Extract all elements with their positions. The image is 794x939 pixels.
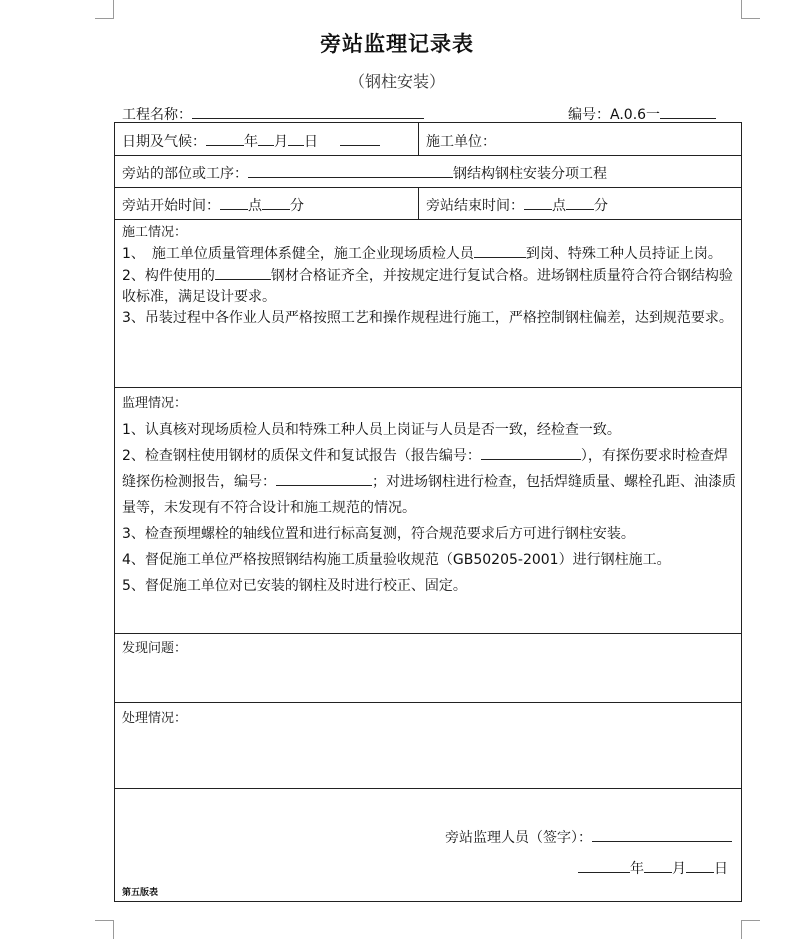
hour-label: 点	[552, 198, 566, 214]
project-name-field	[122, 104, 424, 124]
start-time-label: 旁站开始时间：	[122, 198, 220, 214]
number-label: 编号：A.0.6一	[568, 107, 661, 123]
flaw-report-number-blank[interactable]	[276, 471, 372, 486]
part-process-value: 钢结构钢柱安装分项工程	[453, 166, 607, 182]
construction-label: 施工情况：	[122, 225, 188, 240]
crop-mark-top-right	[741, 0, 760, 19]
start-minute-blank[interactable]	[262, 195, 290, 210]
row-divider	[115, 633, 741, 634]
sign-month-label: 月	[672, 861, 686, 877]
row-divider	[115, 788, 741, 789]
end-minute-blank[interactable]	[566, 195, 594, 210]
sign-year-label: 年	[630, 861, 644, 877]
start-hour-blank[interactable]	[220, 195, 248, 210]
document-subtitle: （钢柱安装）	[348, 72, 445, 91]
start-time-field	[122, 195, 304, 215]
construction-item-2-text-end: 钢材合格证齐全，并按规定进行复试合格。进场钢柱质量符合符合钢结构验收标准，满足设计要求。	[122, 268, 733, 305]
sign-day-label: 日	[714, 861, 728, 877]
row-divider	[115, 702, 741, 703]
row-divider	[115, 219, 741, 220]
project-name-label: 工程名称：	[122, 107, 192, 123]
date-weather-field	[122, 131, 380, 151]
date-weather-label: 日期及气候：	[122, 134, 206, 150]
supervision-item-2	[122, 443, 736, 521]
construction-item-2	[122, 265, 736, 308]
supervision-section	[122, 391, 736, 599]
supervision-item-2-text: 2、检查钢柱使用钢材的质保文件和复试报告（报告编号：	[122, 448, 481, 464]
sign-month-blank[interactable]	[644, 858, 672, 873]
day-label: 日	[304, 134, 318, 150]
crop-mark-bottom-left	[95, 920, 114, 939]
signature-field	[445, 827, 732, 847]
supervision-label: 监理情况：	[122, 396, 188, 411]
year-label: 年	[244, 134, 258, 150]
inspector-blank[interactable]	[474, 243, 526, 258]
construction-item-1-text-end: 到岗、特殊工种人员持证上岗。	[525, 246, 722, 262]
weather-blank[interactable]	[340, 131, 380, 146]
project-name-blank[interactable]	[192, 104, 424, 119]
end-time-field	[426, 195, 608, 215]
record-form	[114, 122, 742, 902]
column-divider	[418, 123, 419, 155]
row-divider	[115, 387, 741, 388]
supervision-item-5: 5、督促施工单位对已安装的钢柱及时进行校正、固定。	[122, 578, 467, 594]
crop-mark-top-left	[95, 0, 114, 19]
construction-item-1-text: 1、 施工单位质量管理体系健全，施工企业现场质检人员	[122, 246, 474, 262]
supervision-item-2-text-mid: ），有探伤要求时检查焊缝探伤检测报告，编号：	[122, 448, 728, 490]
part-process-field	[122, 163, 607, 183]
part-process-blank[interactable]	[248, 163, 453, 178]
handling-label: 处理情况：	[122, 711, 188, 726]
month-label: 月	[274, 134, 288, 150]
column-divider	[418, 187, 419, 219]
number-field	[568, 104, 716, 124]
construction-item-2-text: 2、构件使用的	[122, 268, 215, 284]
sign-day-blank[interactable]	[686, 858, 714, 873]
steel-blank[interactable]	[215, 265, 271, 280]
supervision-item-1: 1、认真核对现场质检人员和特殊工种人员上岗证与人员是否一致，经检查一致。	[122, 422, 621, 438]
problems-label: 发现问题：	[122, 641, 188, 656]
signature-date-field	[578, 858, 728, 878]
supervision-item-3: 3、检查预埋螺栓的轴线位置和进行标高复测，符合规范要求后方可进行钢柱安装。	[122, 526, 635, 542]
signature-label: 旁站监理人员（签字）：	[445, 830, 592, 846]
row-divider	[115, 155, 741, 156]
supervision-item-2-text-end: ；对进场钢柱进行检查，包括焊缝质量、螺栓孔距、油漆质量等，未发现有不符合设计和施工规范的情况。	[122, 474, 736, 516]
number-blank[interactable]	[660, 104, 716, 119]
construction-unit-label: 施工单位：	[426, 134, 496, 150]
month-blank[interactable]	[258, 131, 274, 146]
end-time-label: 旁站结束时间：	[426, 198, 524, 214]
form-version-note: 第五版表	[122, 888, 159, 898]
end-hour-blank[interactable]	[524, 195, 552, 210]
sign-year-blank[interactable]	[578, 858, 630, 873]
supervision-item-4: 4、督促施工单位严格按照钢结构施工质量验收规范（GB50205-2001）进行钢柱施工。	[122, 552, 671, 568]
day-blank[interactable]	[288, 131, 304, 146]
minute-label: 分	[290, 198, 304, 214]
minute-label: 分	[594, 198, 608, 214]
row-divider	[115, 187, 741, 188]
part-process-label: 旁站的部位或工序：	[122, 166, 248, 182]
construction-section	[122, 222, 736, 329]
report-number-blank[interactable]	[481, 445, 581, 460]
hour-label: 点	[248, 198, 262, 214]
construction-item-1	[122, 243, 736, 265]
construction-item-3: 3、吊装过程中各作业人员严格按照工艺和操作规程进行施工，严格控制钢柱偏差，达到规范要求。	[122, 310, 733, 326]
document-title: 旁站监理记录表	[320, 31, 474, 56]
year-blank[interactable]	[206, 131, 244, 146]
crop-mark-bottom-right	[741, 920, 760, 939]
signature-blank[interactable]	[592, 827, 732, 842]
